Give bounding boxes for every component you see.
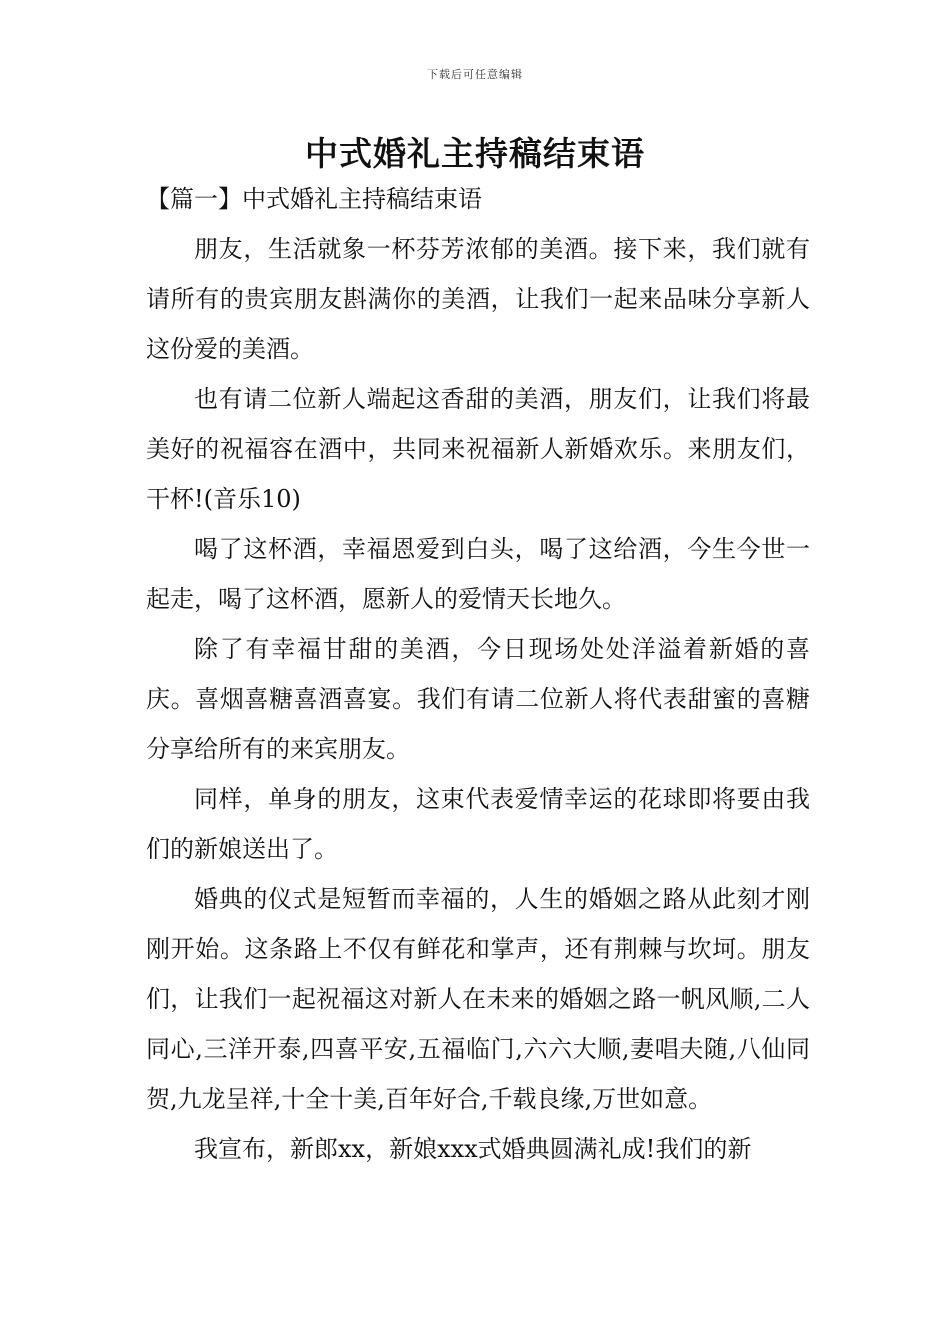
paragraph-2: 也有请二位新人端起这香甜的美酒，朋友们，让我们将最美好的祝福容在酒中，共同来祝福新人新婚欢乐。来朋友们，干杯!(音乐10) [146,385,810,513]
document-title: 中式婚礼主持稿结束语 [305,134,645,173]
section-heading: 【篇一】中式婚礼主持稿结束语 [146,185,482,213]
paragraph-7: 我宣布，新郎xx，新娘xxx式婚典圆满礼成!我们的新 [194,1135,752,1163]
paragraph-5: 同样，单身的朋友，这束代表爱情幸运的花球即将要由我们的新娘送出了。 [146,785,810,863]
paragraph-1: 朋友，生活就象一杯芬芳浓郁的美酒。接下来，我们就有请所有的贵宾朋友斟满你的美酒，让我们一起来品味分享新人这份爱的美酒。 [146,235,810,363]
paragraph-6: 婚典的仪式是短暂而幸福的，人生的婚姻之路从此刻才刚刚开始。这条路上不仅有鲜花和掌声，还有荆棘与坎坷。朋友们，让我们一起祝福这对新人在未来的婚姻之路一帆风顺,二人同心,三洋开泰,四喜平安,五福临门,六六大顺,妻唱夫随,八仙同贺,九龙呈祥,十全十美,百年好合,千载良缘,万世如意。 [146,885,810,1113]
document-body [146,178,810,1174]
paragraph-3: 喝了这杯酒，幸福恩爱到白头，喝了这给酒，今生今世一起走，喝了这杯酒，愿新人的爱情天长地久。 [146,535,810,613]
paragraph-4: 除了有幸福甘甜的美酒，今日现场处处洋溢着新婚的喜庆。喜烟喜糖喜酒喜宴。我们有请二位新人将代表甜蜜的喜糖分享给所有的来宾朋友。 [146,635,810,763]
header-note: 下载后可任意编辑 [427,68,523,81]
